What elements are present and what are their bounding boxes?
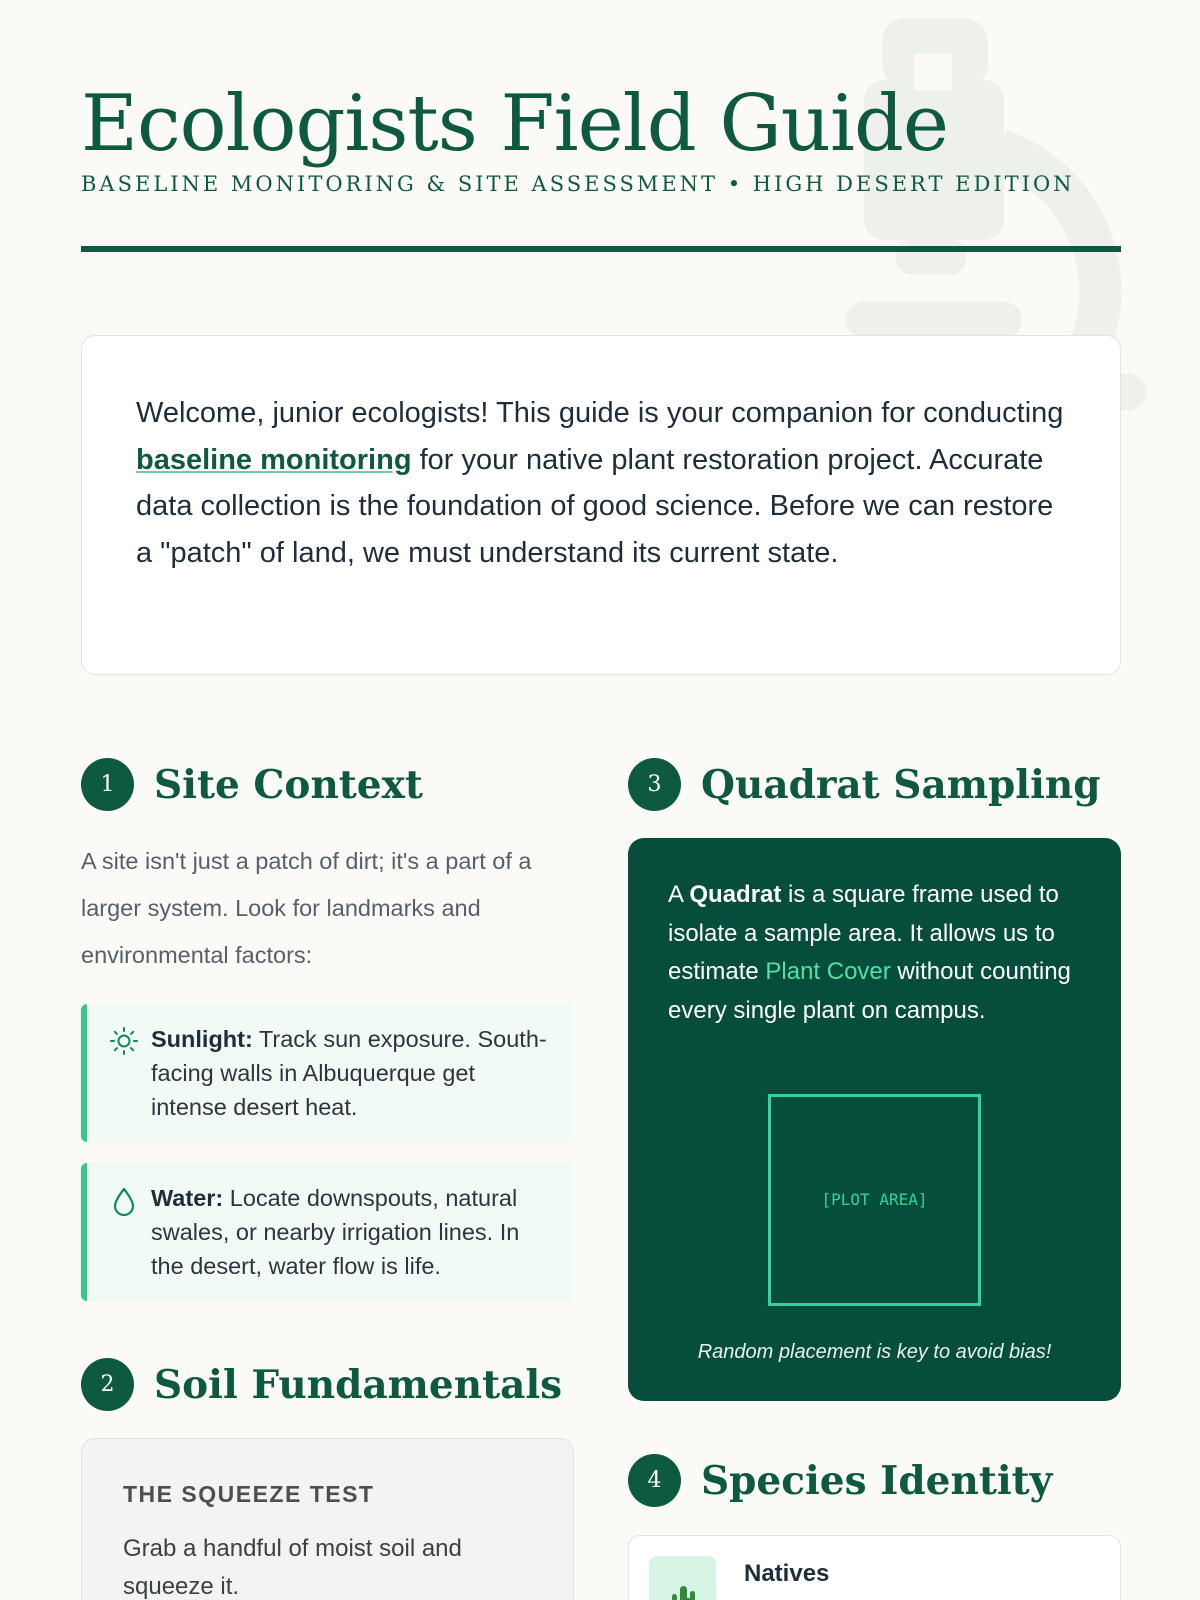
squeeze-test-card — [81, 1438, 574, 1600]
page-title: Ecologists Field Guide — [81, 79, 949, 169]
water-drop-icon — [109, 1181, 151, 1283]
plot-area-diagram — [768, 1094, 981, 1306]
quadrat-term: Quadrat — [689, 881, 782, 908]
factor-sunlight — [81, 1004, 574, 1142]
intro-highlight-link[interactable]: baseline monitoring — [136, 443, 412, 476]
species-natives-card — [628, 1535, 1121, 1600]
sun-icon — [109, 1022, 151, 1124]
section-number-badge: 2 — [81, 1358, 134, 1411]
factor-description: Track sun exposure. South-facing walls in Albuquerque get intense desert heat. — [151, 1026, 547, 1120]
section-number-badge: 3 — [628, 758, 681, 811]
page-subtitle: BASELINE MONITORING & SITE ASSESSMENT • HIGH DESERT EDITION — [81, 172, 1075, 196]
guide-header — [81, 78, 1121, 196]
intro-text-after: for your native plant restoration project. Accurate data collection is the foundation of good science. Before we can restore a "patch" of land, we must understand its current state. — [136, 443, 1054, 569]
section-title: Soil Fundamentals — [154, 1361, 563, 1408]
section-quadrat-header — [628, 758, 1101, 811]
squeeze-test-kicker: THE SQUEEZE TEST — [123, 1481, 375, 1507]
intro-text-before: Welcome, junior ecologists! This guide is your companion for conducting — [136, 397, 1064, 429]
factor-label: Sunlight: — [151, 1026, 253, 1052]
quadrat-text: A — [668, 881, 690, 908]
section-species-header — [628, 1454, 1052, 1507]
section-title: Site Context — [154, 761, 423, 808]
site-context-lead: A site isn't just a patch of dirt; it's a part of a larger system. Look for landmarks and environmental factors: — [81, 848, 532, 968]
species-card-title: Natives — [744, 1560, 830, 1587]
factor-sunlight-text — [151, 1022, 554, 1124]
factor-water-text — [151, 1181, 554, 1283]
factor-description: Locate downspouts, natural swales, or nearby irrigation lines. In the desert, water flow is life. — [151, 1185, 520, 1279]
squeeze-test-body: Grab a handful of moist soil and squeeze it. — [123, 1535, 462, 1600]
quadrat-text: without counting every single plant on campus. — [668, 958, 1071, 1024]
section-site-context-header — [81, 758, 423, 811]
header-divider — [81, 246, 1121, 252]
factor-water — [81, 1163, 574, 1301]
plot-area-label: [PLOT AREA] — [821, 1189, 928, 1209]
section-title: Quadrat Sampling — [701, 761, 1101, 808]
section-number-badge: 4 — [628, 1454, 681, 1507]
factor-label: Water: — [151, 1185, 224, 1211]
section-soil-header — [81, 1358, 562, 1411]
plant-cover-term: Plant Cover — [765, 958, 891, 985]
quadrat-note: Random placement is key to avoid bias! — [697, 1341, 1052, 1363]
quadrat-text: is a square frame used to isolate a sample area. It allows us to estimate — [668, 881, 1059, 985]
section-title: Species Identity — [701, 1457, 1053, 1504]
intro-card — [81, 335, 1121, 675]
section-number-badge: 1 — [81, 758, 134, 811]
cactus-icon — [649, 1556, 716, 1600]
quadrat-description — [668, 876, 1081, 1030]
quadrat-card — [628, 838, 1121, 1401]
